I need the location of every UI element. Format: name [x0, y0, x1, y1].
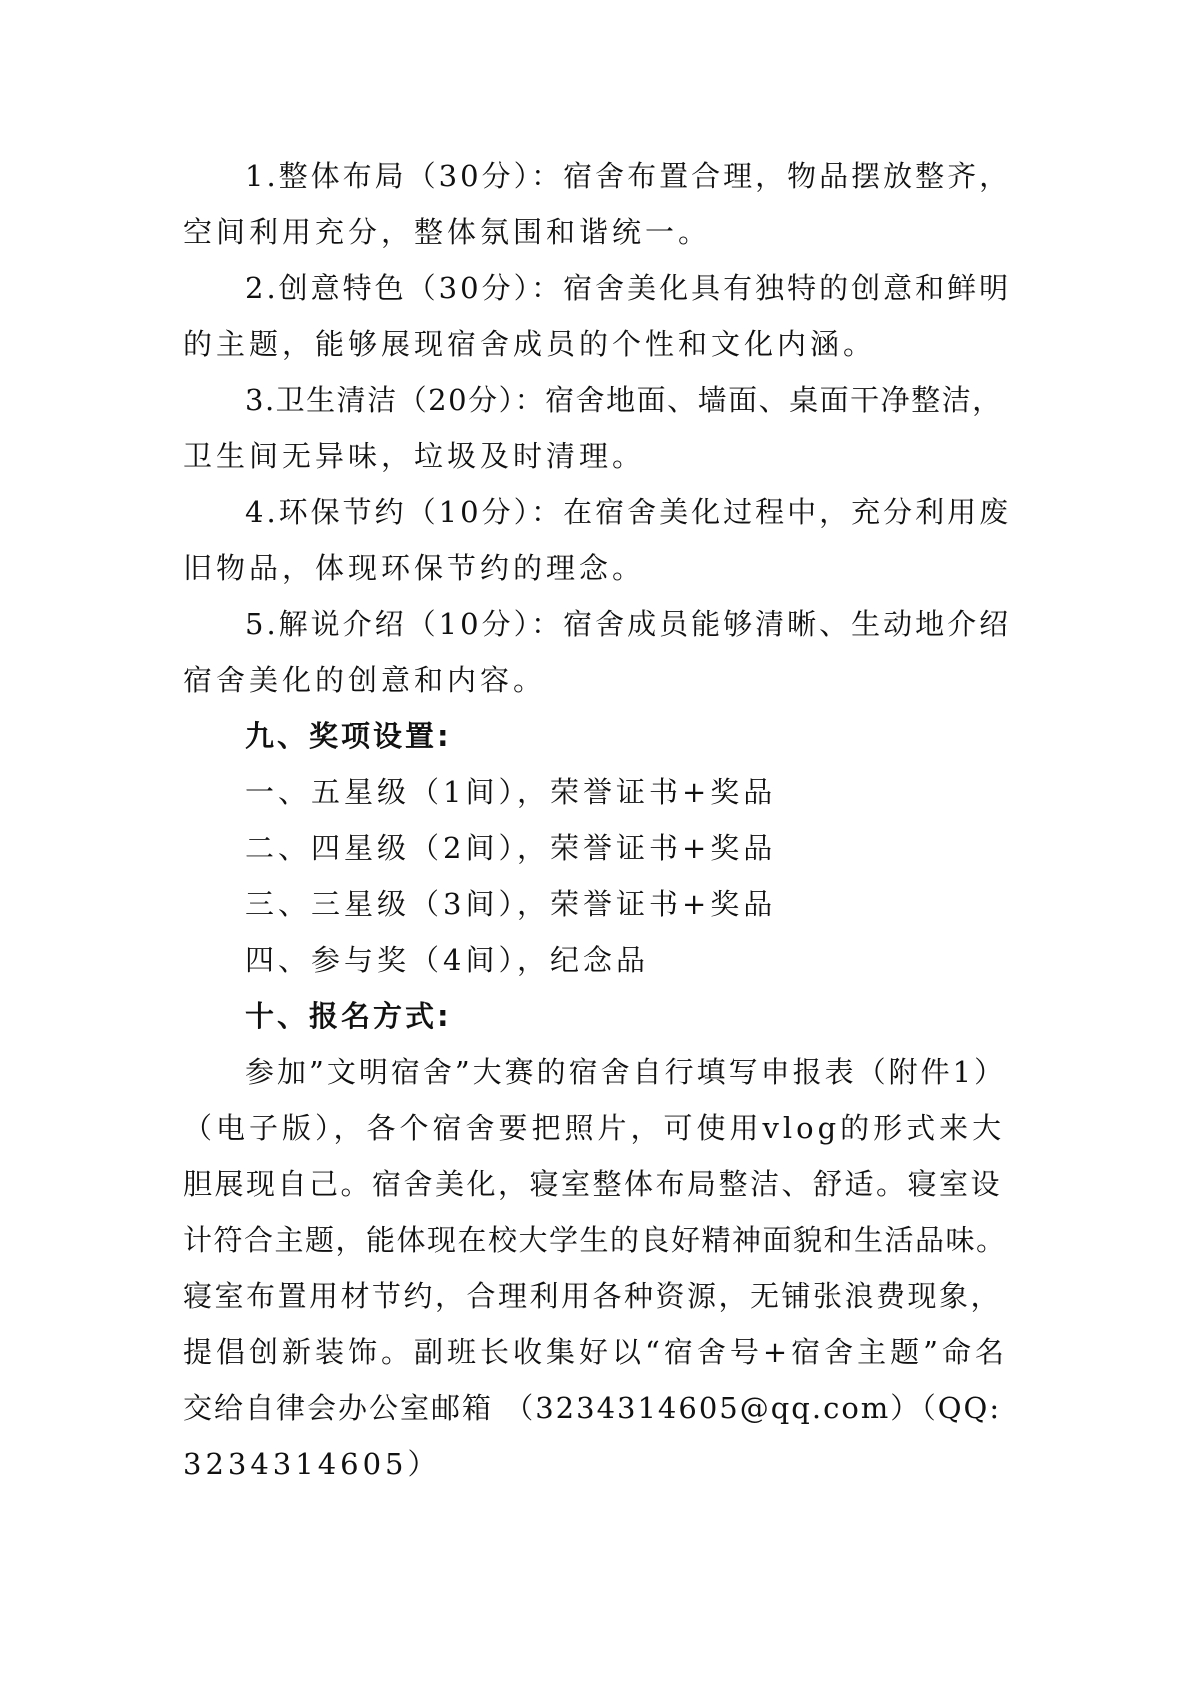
- criterion-3-line-1: 3.卫生清洁（20分）：宿舍地面、墙面、桌面干净整洁，: [245, 383, 1003, 417]
- signup-line-3: 胆展现自己。宿舍美化，寝室整体布局整洁、舒适。寝室设: [183, 1167, 1003, 1201]
- signup-line-6: 提倡创新装饰。副班长收集好以“宿舍号+宿舍主题”命名: [183, 1335, 1008, 1369]
- criterion-1-line-1: 1.整体布局（30分）：宿舍布置合理，物品摆放整齐，: [245, 159, 1012, 193]
- signup-line-8: 3234314605）: [183, 1447, 441, 1481]
- document-page: [183, 148, 1013, 1492]
- criteria-section: [183, 148, 1013, 708]
- criterion-4-line-1: 4.环保节约（10分）：在宿舍美化过程中，充分利用废: [245, 495, 1012, 529]
- criterion-3-line-2: 卫生间无异味，垃圾及时清理。: [183, 439, 646, 473]
- criterion-5-line-1: 5.解说介绍（10分）：宿舍成员能够清晰、生动地介绍: [245, 607, 1012, 641]
- award-item-1: 一、五星级（1间），荣誉证书+奖品: [245, 775, 777, 809]
- criterion-2-line-2: 的主题，能够展现宿舍成员的个性和文化内涵。: [183, 327, 877, 361]
- signup-line-2: （电子版），各个宿舍要把照片，可使用vlog的形式来大: [183, 1111, 1006, 1145]
- signup-section: [183, 988, 1013, 1492]
- signup-heading: 十、报名方式:: [245, 999, 452, 1033]
- signup-line-5: 寝室布置用材节约，合理利用各种资源，无铺张浪费现象，: [183, 1279, 1003, 1313]
- criterion-1-line-2: 空间利用充分，整体氛围和谐统一。: [183, 215, 712, 249]
- criterion-2-line-1: 2.创意特色（30分）：宿舍美化具有独特的创意和鲜明: [245, 271, 1012, 305]
- signup-line-1: 参加”文明宿舍”大赛的宿舍自行填写申报表（附件1）: [245, 1055, 1007, 1089]
- criterion-4-line-2: 旧物品，体现环保节约的理念。: [183, 551, 646, 585]
- signup-line-4: 计符合主题，能体现在校大学生的良好精神面貌和生活品味。: [183, 1223, 1007, 1257]
- award-item-3: 三、三星级（3间），荣誉证书+奖品: [245, 887, 777, 921]
- award-item-4: 四、参与奖（4间），纪念品: [245, 943, 649, 977]
- award-item-2: 二、四星级（2间），荣誉证书+奖品: [245, 831, 777, 865]
- awards-section: [183, 708, 1013, 988]
- criterion-5-line-2: 宿舍美化的创意和内容。: [183, 663, 547, 697]
- signup-line-7: 交给自律会办公室邮箱 （3234314605@qq.com）（QQ:: [183, 1391, 1002, 1425]
- awards-heading: 九、奖项设置:: [245, 719, 452, 753]
